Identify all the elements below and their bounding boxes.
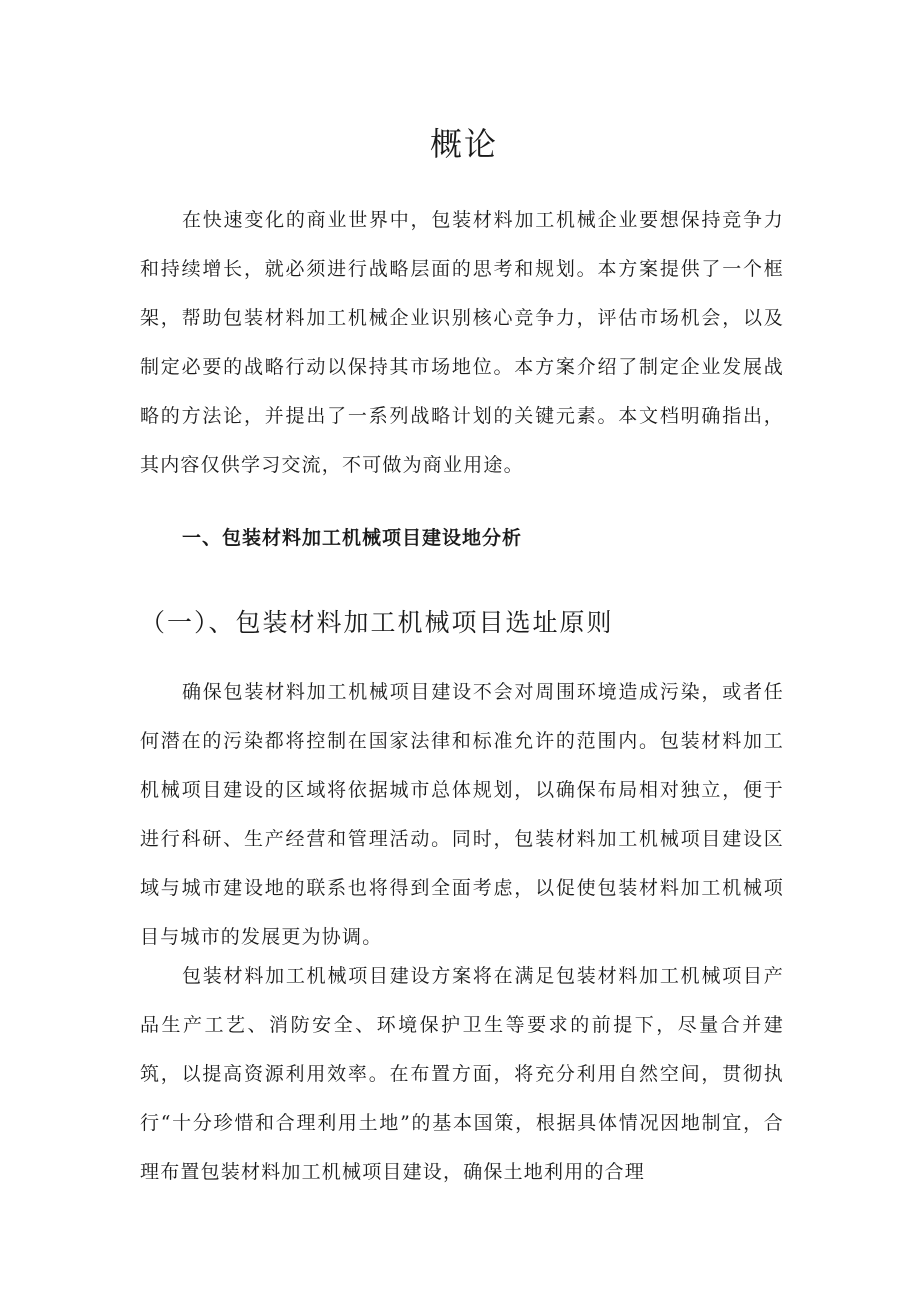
body-paragraph: 包装材料加工机械项目建设方案将在满足包装材料加工机械项目产品生产工艺、消防安全、环境保护卫生等要求的前提下，尽量合并建筑，以提高资源利用效率。在布置方面，将充分利用自然空间，贯彻执行“十分珍惜和合理利用土地”的基本国策，根据具体情况因地制宜，合理布置包装材料加工机械项目建设，确保土地利用的合理 <box>140 965 784 1183</box>
subsection-heading: （一）、包装材料加工机械项目选址原则 <box>140 608 614 637</box>
page-title: 概论 <box>429 125 498 163</box>
intro-paragraph: 在快速变化的商业世界中，包装材料加工机械企业要想保持竞争力和持续增长，就必须进行战略层面的思考和规划。本方案提供了一个框架，帮助包装材料加工机械企业识别核心竞争力，评估市场机会，以及制定必要的战略行动以保持其市场地位。本方案介绍了制定企业发展战略的方法论，并提出了一系列战略计划的关键元素。本文档明确指出，其内容仅供学习交流，不可做为商业用途。 <box>140 209 784 476</box>
section-heading: 一、包装材料加工机械项目建设地分析 <box>182 527 523 549</box>
body-paragraph: 确保包装材料加工机械项目建设不会对周围环境造成污染，或者任何潜在的污染都将控制在国家法律和标准允许的范围内。包装材料加工机械项目建设的区域将依据城市总体规划，以确保布局相对独立，便于进行科研、生产经营和管理活动。同时，包装材料加工机械项目建设区域与城市建设地的联系也将得到全面考虑，以促使包装材料加工机械项目与城市的发展更为协调。 <box>140 681 784 948</box>
